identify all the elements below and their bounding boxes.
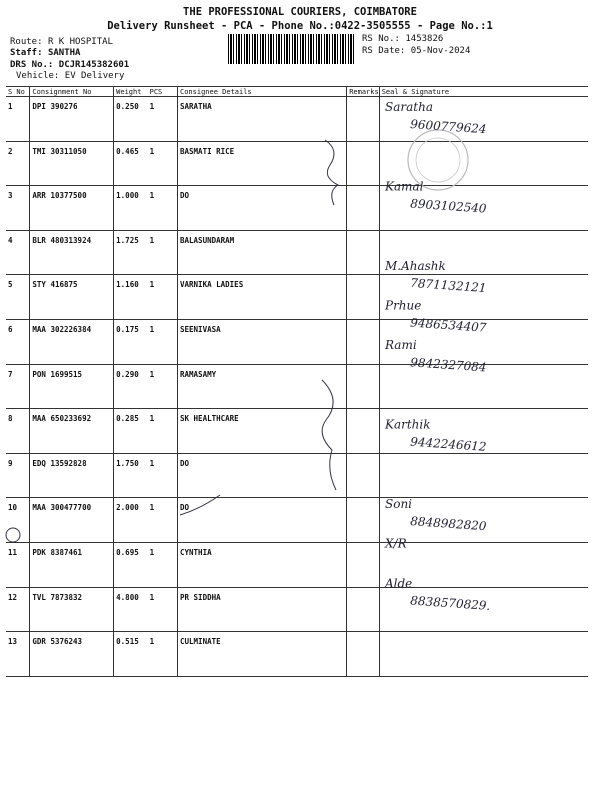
cell-pcs: 1 <box>148 275 178 320</box>
cell-pcs: 1 <box>148 632 178 677</box>
cell-consignee: VARNIKA LADIES <box>178 275 347 320</box>
cell-consignment-no: DPI 390276 <box>30 97 114 142</box>
cell-consignee: SARATHA <box>178 97 347 142</box>
cell-consignment-no: GDR 5376243 <box>30 632 114 677</box>
rs-date-label: RS Date: <box>362 46 406 56</box>
staff-value: SANTHA <box>47 48 81 58</box>
cell-weight: 0.515 <box>114 632 148 677</box>
cell-consignee: SK HEALTHCARE <box>178 409 347 454</box>
cell-consignment-no: STY 416875 <box>30 275 114 320</box>
signature-text: Karthik <box>385 417 431 432</box>
cell-sno: 13 <box>6 632 30 677</box>
cell-sno: 12 <box>6 587 30 632</box>
signature-text: Saratha <box>385 100 433 114</box>
page-title: THE PROFESSIONAL COURIERS, COIMBATORE <box>183 6 417 18</box>
vehicle-label: Vehicle: <box>16 71 60 81</box>
cell-consignee: SEENIVASA <box>178 319 347 364</box>
staff-label: Staff: <box>10 48 43 58</box>
cell-consignee: DO <box>178 498 347 543</box>
drs-label: DRS No.: <box>10 60 54 70</box>
signature-phone: 9842327084 <box>409 355 487 375</box>
cell-consignment-no: MAA 650233692 <box>30 409 114 454</box>
cell-sno: 1 <box>6 97 30 142</box>
cell-weight: 0.285 <box>114 409 148 454</box>
cell-consignment-no: TVL 7873832 <box>30 587 114 632</box>
col-header-consignee: Consignee Details <box>178 87 347 97</box>
cell-consignment-no: PDK 8387461 <box>30 542 114 587</box>
cell-pcs: 1 <box>148 97 178 142</box>
cell-consignment-no: BLR 480313924 <box>30 230 114 275</box>
signature-text: Alde <box>385 576 413 591</box>
cell-weight: 4.800 <box>114 587 148 632</box>
cell-sno: 5 <box>6 275 30 320</box>
cell-consignment-no: ARR 10377500 <box>30 186 114 231</box>
drs-value: DCJR145382601 <box>58 60 130 70</box>
signature-phone: 8838570829. <box>409 593 491 613</box>
cell-consignee: BASMATI RICE <box>178 141 347 186</box>
cell-weight: 0.175 <box>114 319 148 364</box>
seal-stamp-inner-icon <box>416 138 460 182</box>
cell-sno: 2 <box>6 141 30 186</box>
route-label: Route: <box>10 37 43 47</box>
signature-text: Rami <box>385 338 417 353</box>
cell-pcs: 1 <box>148 409 178 454</box>
cell-sno: 6 <box>6 319 30 364</box>
cell-consignment-no: TMI 30311050 <box>30 141 114 186</box>
cell-sno: 8 <box>6 409 30 454</box>
rs-no-label: RS No.: <box>362 34 400 44</box>
cell-sno: 11 <box>6 542 30 587</box>
rs-date-value: 05-Nov-2024 <box>410 46 471 56</box>
cell-weight: 0.465 <box>114 141 148 186</box>
cell-consignee: RAMASAMY <box>178 364 347 409</box>
cell-consignment-no: EDQ 13592828 <box>30 453 114 498</box>
signature-text: X/R <box>385 536 407 551</box>
cell-sno: 7 <box>6 364 30 409</box>
consignee-mark-icon <box>180 495 220 515</box>
cell-consignee: PR SIDDHA <box>178 587 347 632</box>
cell-sno: 4 <box>6 230 30 275</box>
col-header-pcs: PCS <box>148 87 178 97</box>
cell-consignee: CULMINATE <box>178 632 347 677</box>
cell-consignee: CYNTHIA <box>178 542 347 587</box>
signature-phone: 9486534407 <box>409 315 487 335</box>
cell-consignee: DO <box>178 453 347 498</box>
signature-phone: 9600779624 <box>409 117 487 137</box>
cell-consignment-no: MAA 300477700 <box>30 498 114 543</box>
row-circle-mark-icon <box>6 528 20 542</box>
cell-consignment-no: PON 1699515 <box>30 364 114 409</box>
cell-pcs: 1 <box>148 542 178 587</box>
cell-pcs: 1 <box>148 587 178 632</box>
cell-weight: 0.695 <box>114 542 148 587</box>
cell-weight: 0.290 <box>114 364 148 409</box>
cell-weight: 2.000 <box>114 498 148 543</box>
signature-text: Prhue <box>385 298 422 313</box>
signature-phone: 8848982820 <box>409 514 487 534</box>
page-subtitle: Delivery Runsheet - PCA - Phone No.:0422-3505555 - Page No.:1 <box>107 20 493 32</box>
col-header-weight: Weight <box>114 87 148 97</box>
signature-text: Soni <box>385 497 413 511</box>
cell-consignee: DO <box>178 186 347 231</box>
cell-pcs: 1 <box>148 186 178 231</box>
cell-consignee: BALASUNDARAM <box>178 230 347 275</box>
cell-sno: 9 <box>6 453 30 498</box>
route-value: R K HOSPITAL <box>47 37 113 47</box>
signature-text: Kamal <box>385 179 424 194</box>
cell-weight: 1.000 <box>114 186 148 231</box>
cell-pcs: 1 <box>148 364 178 409</box>
cell-weight: 1.750 <box>114 453 148 498</box>
col-header-sno: S No <box>6 87 30 97</box>
cell-pcs: 1 <box>148 453 178 498</box>
cell-sno: 3 <box>6 186 30 231</box>
remark-bracket-icon <box>322 380 336 490</box>
vehicle-value: EV Delivery <box>64 71 125 81</box>
cell-pcs: 1 <box>148 498 178 543</box>
signature-text: M.Ahashk <box>385 258 446 273</box>
signature-phone: 8903102540 <box>409 196 487 216</box>
cell-weight: 1.725 <box>114 230 148 275</box>
cell-sno: 10 <box>6 498 30 543</box>
cell-pcs: 1 <box>148 141 178 186</box>
col-header-consignment: Consignment No <box>30 87 114 97</box>
cell-pcs: 1 <box>148 230 178 275</box>
cell-weight: 1.160 <box>114 275 148 320</box>
cell-weight: 0.250 <box>114 97 148 142</box>
cell-consignment-no: MAA 302226384 <box>30 319 114 364</box>
remark-scribble-icon <box>325 140 338 205</box>
rs-no-value: 1453826 <box>405 34 444 44</box>
cell-pcs: 1 <box>148 319 178 364</box>
col-header-signature: Seal & Signature <box>379 87 588 97</box>
signature-phone: 9442246612 <box>409 434 487 454</box>
col-header-remarks: Remarks <box>347 87 380 97</box>
signature-phone: 7871132121 <box>409 275 487 296</box>
